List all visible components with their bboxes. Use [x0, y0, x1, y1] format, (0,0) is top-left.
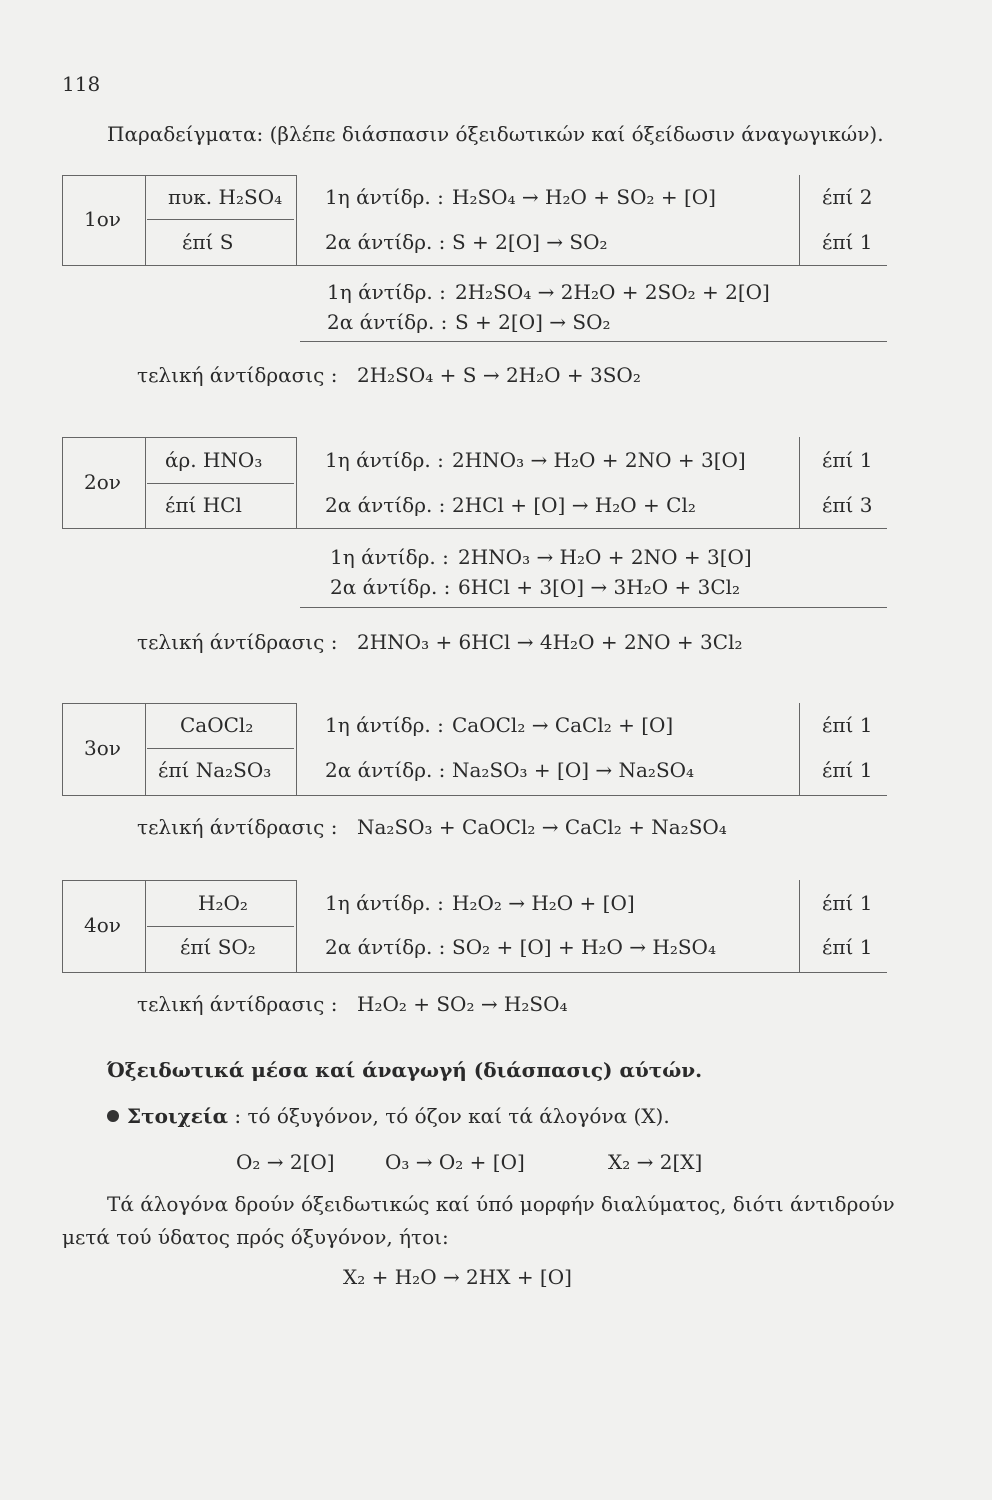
- reaction-1-label: 1η άντίδρ. :: [325, 713, 444, 737]
- reaction-1-multiplier: έπί 1: [822, 713, 873, 737]
- sum-2-eq: 6HCl + 3[O] → 3H₂O + 3Cl₂: [458, 575, 741, 599]
- reagent-top: H₂O₂: [198, 891, 248, 915]
- final-label: τελική άντίδρασις :: [137, 815, 338, 839]
- reagent-bottom: έπί S: [182, 230, 234, 254]
- reaction-2-multiplier: έπί 1: [822, 230, 873, 254]
- sum-1-label: 1η άντίδρ. :: [327, 280, 446, 304]
- reaction-1-eq: H₂O₂ → H₂O + [O]: [452, 891, 635, 915]
- example-id: 2ον: [84, 470, 121, 494]
- paragraph-line-1: Τά άλογόνα δρούν όξειδωτικώς καί ύπό μορφήν διαλύματος, διότι άντιδρούν: [107, 1192, 895, 1216]
- reaction-1-multiplier: έπί 1: [822, 891, 873, 915]
- sum-1-label: 1η άντίδρ. :: [330, 545, 449, 569]
- final-label: τελική άντίδρασις :: [137, 992, 338, 1016]
- reaction-2-label: 2α άντίδρ. :: [325, 493, 446, 517]
- reaction-2-eq: SO₂ + [O] + H₂O → H₂SO₄: [452, 935, 716, 959]
- final-label: τελική άντίδρασις :: [137, 363, 338, 387]
- sum-2-eq: S + 2[O] → SO₂: [455, 310, 611, 334]
- reagent-top: CaOCl₂: [180, 713, 254, 737]
- example-id: 1ον: [84, 207, 121, 231]
- elements-line: [107, 1104, 670, 1128]
- reaction-2-eq: Na₂SO₃ + [O] → Na₂SO₄: [452, 758, 695, 782]
- example-id: 4ον: [84, 913, 121, 937]
- reagent-top: πυκ. H₂SO₄: [168, 185, 283, 209]
- intro-line: Παραδείγματα: (βλέπε διάσπασιν όξειδωτικών καί όξείδωσιν άναγωγικών).: [107, 122, 884, 146]
- reaction-1-multiplier: έπί 1: [822, 448, 873, 472]
- final-eq: H₂O₂ + SO₂ → H₂SO₄: [357, 992, 568, 1016]
- example-id: 3ον: [84, 736, 121, 760]
- reaction-2-eq: S + 2[O] → SO₂: [452, 230, 608, 254]
- final-eq: 2H₂SO₄ + S → 2H₂O + 3SO₂: [357, 363, 641, 387]
- reagent-bottom: έπί HCl: [165, 493, 242, 517]
- reaction-1-eq: H₂SO₄ → H₂O + SO₂ + [O]: [452, 185, 716, 209]
- sum-1-eq: 2HNO₃ → H₂O + 2NO + 3[O]: [458, 545, 752, 569]
- reaction-2-multiplier: έπί 1: [822, 935, 873, 959]
- reaction-2-label: 2α άντίδρ. :: [325, 758, 446, 782]
- elements-text: : τό όξυγόνον, τό όζον καί τά άλογόνα (X).: [234, 1104, 670, 1128]
- final-eq: 2HNO₃ + 6HCl → 4H₂O + 2NO + 3Cl₂: [357, 630, 743, 654]
- reaction-2-multiplier: έπί 3: [822, 493, 873, 517]
- reaction-1-eq: 2HNO₃ → H₂O + 2NO + 3[O]: [452, 448, 746, 472]
- sum-2-label: 2α άντίδρ. :: [327, 310, 448, 334]
- final-eq: Na₂SO₃ + CaOCl₂ → CaCl₂ + Na₂SO₄: [357, 815, 727, 839]
- reaction-1-label: 1η άντίδρ. :: [325, 448, 444, 472]
- section-heading: Όξειδωτικά μέσα καί άναγωγή (διάσπασις) αύτών.: [107, 1058, 703, 1082]
- reaction-1-label: 1η άντίδρ. :: [325, 891, 444, 915]
- element-eq-1: O₂ → 2[O]: [236, 1150, 335, 1174]
- reagent-bottom: έπί SO₂: [180, 935, 256, 959]
- reaction-2-label: 2α άντίδρ. :: [325, 230, 446, 254]
- element-eq-2: O₃ → O₂ + [O]: [385, 1150, 525, 1174]
- final-label: τελική άντίδρασις :: [137, 630, 338, 654]
- reaction-1-label: 1η άντίδρ. :: [325, 185, 444, 209]
- reaction-2-eq: 2HCl + [O] → H₂O + Cl₂: [452, 493, 696, 517]
- reaction-2-multiplier: έπί 1: [822, 758, 873, 782]
- elements-label: Στοιχεία: [127, 1104, 228, 1128]
- page-number: 118: [62, 72, 101, 96]
- reaction-2-label: 2α άντίδρ. :: [325, 935, 446, 959]
- element-eq-3: X₂ → 2[X]: [608, 1150, 703, 1174]
- reagent-bottom: έπί Na₂SO₃: [158, 758, 272, 782]
- bullet-icon: [107, 1110, 119, 1122]
- reaction-1-eq: CaOCl₂ → CaCl₂ + [O]: [452, 713, 674, 737]
- sum-2-label: 2α άντίδρ. :: [330, 575, 451, 599]
- paragraph-line-2: μετά τού ύδατος πρός όξυγόνον, ήτοι:: [62, 1225, 449, 1249]
- final-formula: X₂ + H₂O → 2HX + [O]: [343, 1265, 572, 1289]
- reagent-top: άρ. HNO₃: [165, 448, 263, 472]
- sum-1-eq: 2H₂SO₄ → 2H₂O + 2SO₂ + 2[O]: [455, 280, 770, 304]
- reaction-1-multiplier: έπί 2: [822, 185, 873, 209]
